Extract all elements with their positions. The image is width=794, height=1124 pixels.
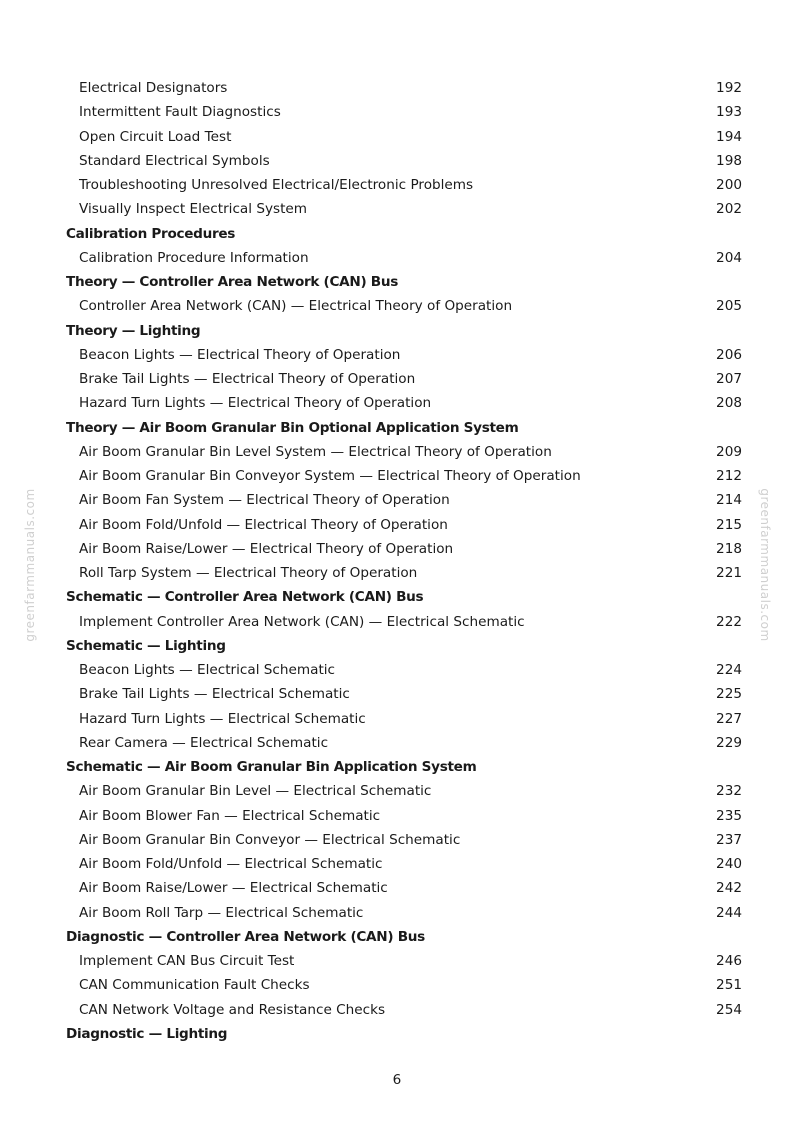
toc-entry-page: 193: [716, 104, 742, 121]
toc-entry-title: Implement CAN Bus Circuit Test: [79, 953, 295, 969]
toc-entry[interactable]: [66, 440, 742, 464]
toc-entry[interactable]: [66, 779, 742, 803]
toc-entry-title: Implement Controller Area Network (CAN) — Electrical Schematic: [79, 613, 525, 630]
toc-entry[interactable]: [66, 658, 742, 682]
toc-entry[interactable]: [66, 682, 742, 706]
toc-section-heading: [66, 585, 742, 609]
toc-entry[interactable]: [66, 998, 742, 1022]
toc-heading-title: Calibration Procedures: [66, 225, 236, 242]
toc-entry[interactable]: [66, 513, 742, 537]
toc-entry-title: Air Boom Granular Bin Conveyor — Electrical Schematic: [79, 831, 461, 848]
toc-entry[interactable]: [66, 149, 742, 173]
toc-entry[interactable]: [66, 367, 742, 391]
toc-entry[interactable]: [66, 173, 742, 197]
toc-entry-page: 251: [716, 977, 742, 994]
toc-entry-title: Troubleshooting Unresolved Electrical/Electronic Problems: [79, 177, 474, 193]
toc-heading-title: Theory — Controller Area Network (CAN) Bus: [66, 274, 399, 290]
toc-entry-page: 237: [716, 831, 742, 848]
toc-entry-page: 204: [716, 249, 742, 266]
toc-entry-title: Hazard Turn Lights — Electrical Schematic: [79, 710, 366, 727]
toc-entry-title: Air Boom Fold/Unfold — Electrical Schematic: [79, 856, 383, 872]
toc-heading-title: Theory — Air Boom Granular Bin Optional Application System: [66, 419, 519, 436]
toc-entry-page: 227: [716, 710, 742, 727]
toc-entry[interactable]: [66, 852, 742, 876]
toc-entry-page: 200: [716, 177, 742, 193]
toc-entry-page: 209: [716, 443, 742, 460]
toc-entry[interactable]: [66, 804, 742, 828]
toc-entry-title: Air Boom Raise/Lower — Electrical Theory of Operation: [79, 540, 454, 557]
toc-entry-title: Air Boom Granular Bin Conveyor System — Electrical Theory of Operation: [79, 468, 581, 484]
toc-entry-page: 206: [716, 346, 742, 363]
toc-entry-title: Intermittent Fault Diagnostics: [79, 104, 281, 121]
toc-entry-page: 222: [716, 613, 742, 630]
toc-entry-title: Beacon Lights — Electrical Schematic: [79, 662, 336, 678]
toc-entry-title: Visually Inspect Electrical System: [79, 201, 308, 218]
toc-entry-title: Standard Electrical Symbols: [79, 152, 270, 169]
toc-entry[interactable]: [66, 125, 742, 149]
toc-entry[interactable]: [66, 901, 742, 925]
toc-heading-title: Schematic — Air Boom Granular Bin Application System: [66, 759, 477, 775]
toc-entry-title: Brake Tail Lights — Electrical Theory of Operation: [79, 371, 416, 387]
toc-entry-title: Air Boom Granular Bin Level System — Electrical Theory of Operation: [79, 443, 552, 460]
toc-entry-page: 198: [716, 152, 742, 169]
toc-entry[interactable]: [66, 246, 742, 270]
toc-entry-title: Air Boom Fan System — Electrical Theory of Operation: [79, 492, 450, 509]
watermark-left: greenfarmmanuals.com: [23, 488, 37, 642]
toc-entry[interactable]: [66, 731, 742, 755]
toc-section-heading: [66, 755, 742, 779]
toc-entry-page: 192: [716, 80, 742, 96]
toc-entry-title: CAN Communication Fault Checks: [79, 977, 310, 994]
toc-entry-title: Hazard Turn Lights — Electrical Theory of Operation: [79, 395, 432, 412]
toc-entry-page: 194: [716, 128, 742, 145]
watermark-right: greenfarmmanuals.com: [758, 488, 772, 642]
toc-entry-page: 224: [716, 662, 742, 678]
toc-entry-page: 208: [716, 395, 742, 412]
toc-entry[interactable]: [66, 973, 742, 997]
toc-heading-title: Theory — Lighting: [66, 322, 201, 339]
page-number: 6: [392, 1072, 402, 1088]
toc-entry-title: Air Boom Roll Tarp — Electrical Schematic: [79, 904, 364, 921]
toc-entry-page: 254: [716, 1001, 742, 1018]
toc-entry-page: 244: [716, 904, 742, 921]
toc-section-heading: [66, 319, 742, 343]
toc-entry-title: Air Boom Raise/Lower — Electrical Schematic: [79, 880, 388, 897]
toc-entry-page: 202: [716, 201, 742, 218]
toc-entry-title: Brake Tail Lights — Electrical Schematic: [79, 686, 350, 703]
toc-entry[interactable]: [66, 488, 742, 512]
toc-entry-page: 214: [716, 492, 742, 509]
toc-entry-title: Calibration Procedure Information: [79, 249, 309, 266]
toc-entry-title: Controller Area Network (CAN) — Electrical Theory of Operation: [79, 298, 513, 315]
toc-entry-title: Air Boom Blower Fan — Electrical Schematic: [79, 807, 381, 824]
toc-entry-page: 218: [716, 540, 742, 557]
toc-entry[interactable]: [66, 707, 742, 731]
toc-entry-title: Air Boom Fold/Unfold — Electrical Theory of Operation: [79, 516, 448, 533]
toc-entry-page: 207: [716, 371, 742, 387]
toc-section-heading: [66, 270, 742, 294]
toc-entry-page: 232: [716, 783, 742, 800]
toc-entry[interactable]: [66, 537, 742, 561]
toc-entry-page: 242: [716, 880, 742, 897]
toc-entry-title: Open Circuit Load Test: [79, 128, 232, 145]
toc-heading-title: Diagnostic — Controller Area Network (CAN) Bus: [66, 928, 425, 945]
table-of-contents: [66, 76, 742, 1046]
toc-entry[interactable]: [66, 876, 742, 900]
toc-heading-title: Schematic — Controller Area Network (CAN) Bus: [66, 589, 424, 606]
toc-entry[interactable]: [66, 828, 742, 852]
toc-entry[interactable]: [66, 294, 742, 318]
toc-entry-page: 212: [716, 468, 742, 484]
toc-entry-title: Roll Tarp System — Electrical Theory of Operation: [79, 565, 418, 581]
toc-heading-title: Diagnostic — Lighting: [66, 1025, 228, 1042]
toc-entry[interactable]: [66, 610, 742, 634]
toc-entry[interactable]: [66, 391, 742, 415]
toc-entry-page: 235: [716, 807, 742, 824]
toc-entry-title: CAN Network Voltage and Resistance Checks: [79, 1001, 386, 1018]
toc-heading-title: Schematic — Lighting: [66, 637, 226, 654]
toc-entry[interactable]: [66, 197, 742, 221]
toc-entry-page: 229: [716, 734, 742, 751]
toc-entry-title: Beacon Lights — Electrical Theory of Operation: [79, 346, 401, 363]
toc-entry-page: 221: [716, 565, 742, 581]
toc-section-heading: [66, 925, 742, 949]
toc-entry-title: Electrical Designators: [79, 80, 228, 96]
toc-entry[interactable]: [66, 949, 742, 973]
toc-entry-page: 225: [716, 686, 742, 703]
toc-entry[interactable]: [66, 76, 742, 100]
toc-entry-title: Air Boom Granular Bin Level — Electrical Schematic: [79, 783, 432, 800]
toc-section-heading: [66, 1022, 742, 1046]
toc-section-heading: [66, 634, 742, 658]
toc-entry-page: 215: [716, 516, 742, 533]
toc-entry-page: 240: [716, 856, 742, 872]
toc-entry[interactable]: [66, 561, 742, 585]
toc-entry-title: Rear Camera — Electrical Schematic: [79, 734, 329, 751]
toc-entry-page: 205: [716, 298, 742, 315]
toc-entry[interactable]: [66, 343, 742, 367]
toc-section-heading: [66, 416, 742, 440]
toc-entry[interactable]: [66, 464, 742, 488]
toc-entry[interactable]: [66, 100, 742, 124]
toc-section-heading: [66, 222, 742, 246]
toc-entry-page: 246: [716, 953, 742, 969]
